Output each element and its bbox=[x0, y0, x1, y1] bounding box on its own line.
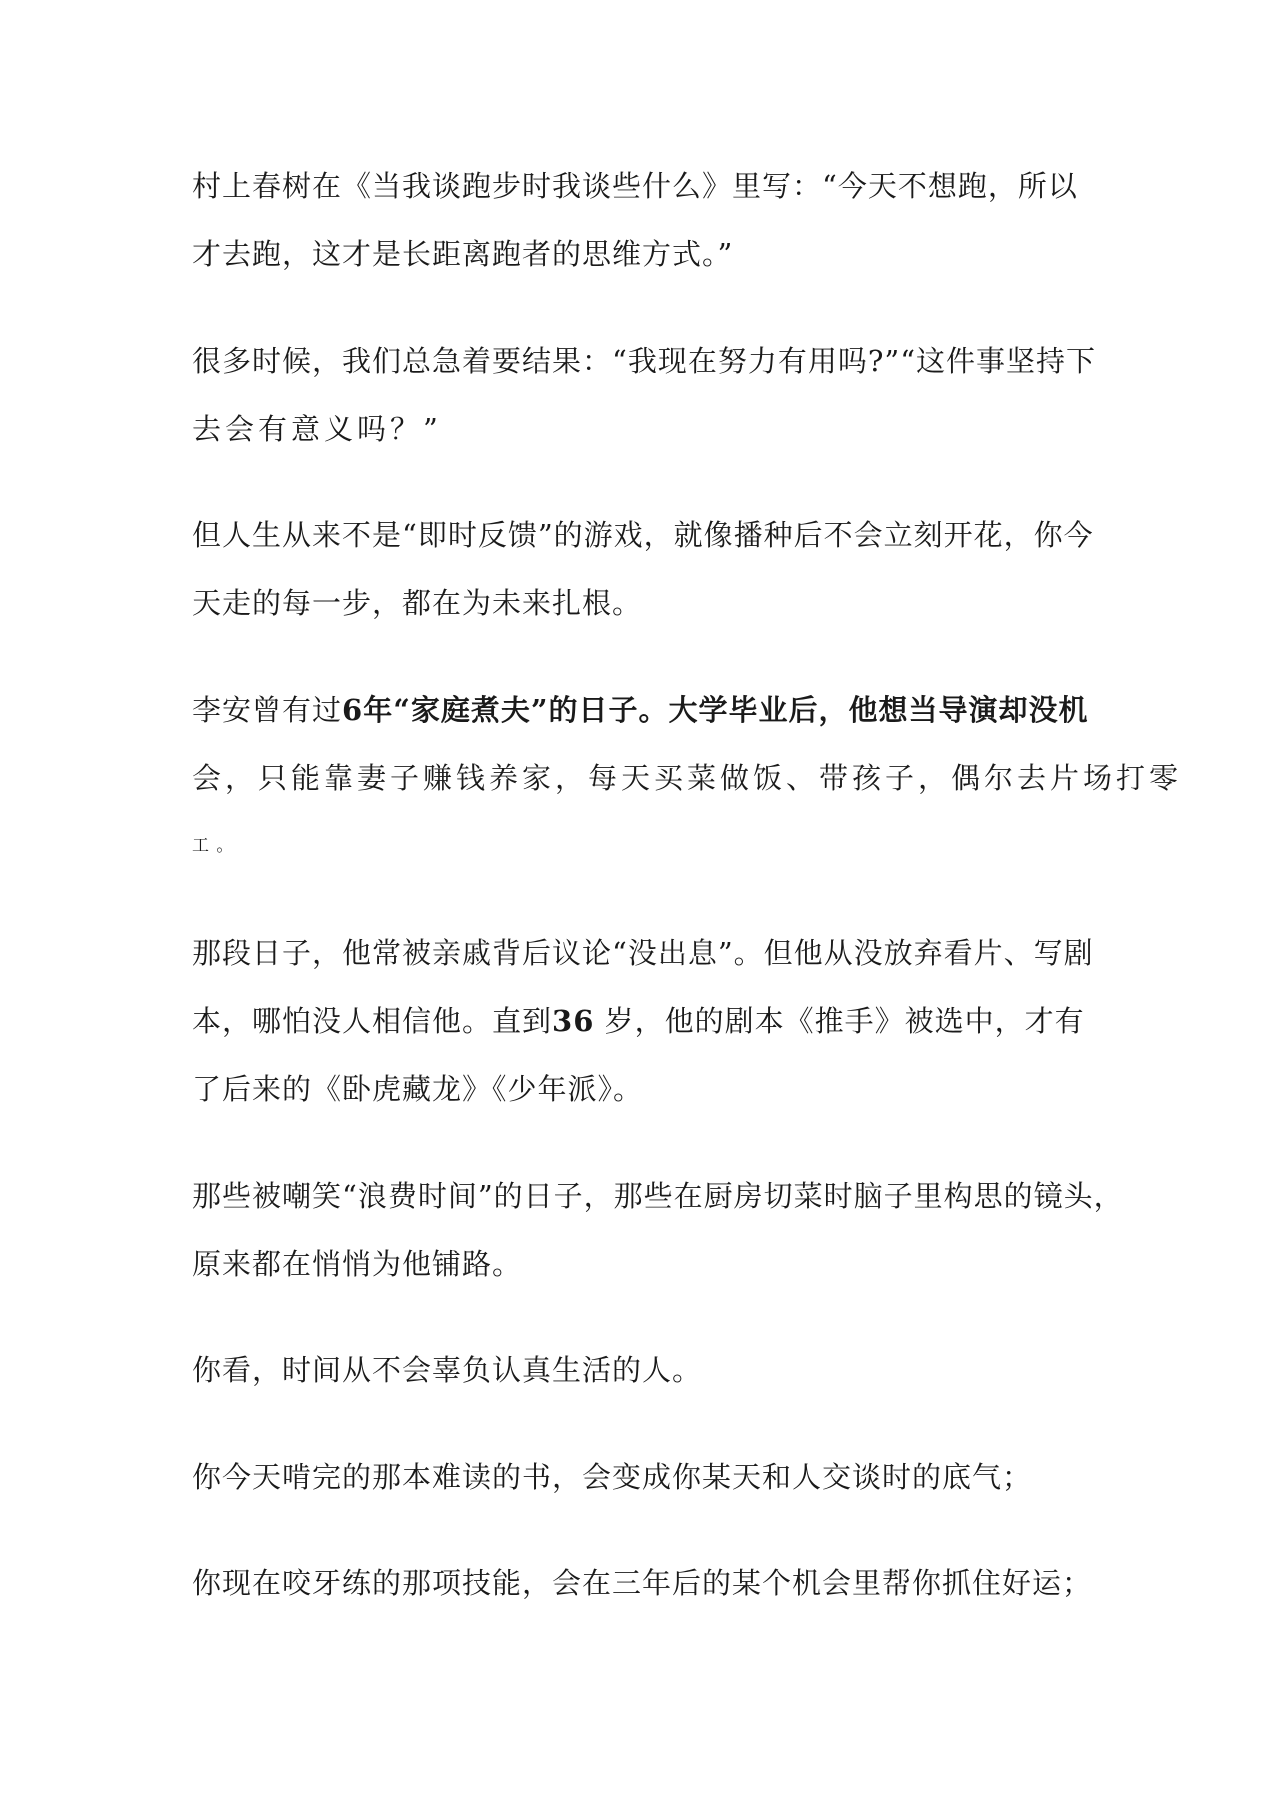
paragraph-4-line-3: 工 。 bbox=[192, 836, 235, 856]
paragraph-4-line-1 bbox=[192, 690, 1092, 730]
paragraph-3-line-2: 天走的每一步，都在为未来扎根。 bbox=[192, 586, 643, 620]
paragraph-5-line-3: 了后来的《卧虎藏龙》《少年派》。 bbox=[192, 1072, 644, 1106]
paragraph-1-line-2: 才去跑，这才是长距离跑者的思维方式。” bbox=[192, 237, 734, 271]
paragraph-2-line-2: 去会有意义吗？” bbox=[192, 412, 442, 446]
paragraph-1-line-1: 村上春树在《当我谈跑步时我谈些什么》里写：“今天不想跑，所以 bbox=[192, 169, 1078, 203]
paragraph-4-line-1-bold: 6年“家庭煮夫”的日子。大学毕业后，他想当导演却没机 bbox=[342, 693, 1089, 727]
paragraph-5-line-2-a: 本，哪怕没人相信他。直到 bbox=[192, 1004, 553, 1038]
paragraph-6-line-2: 原来都在悄悄为他铺路。 bbox=[192, 1247, 523, 1281]
paragraph-9-line-1: 你现在咬牙练的那项技能，会在三年后的某个机会里帮你抓住好运； bbox=[192, 1566, 1093, 1600]
paragraph-5-line-2-bold: 36 bbox=[552, 1004, 595, 1038]
paragraph-4-line-1-normal: 李安曾有过 bbox=[192, 693, 343, 727]
paragraph-6-line-1: 那些被嘲笑“浪费时间”的日子，那些在厨房切菜时脑子里构思的镜头， bbox=[192, 1179, 1124, 1213]
paragraph-7-line-1: 你看，时间从不会辜负认真生活的人。 bbox=[192, 1353, 703, 1387]
paragraph-5-line-1: 那段日子，他常被亲戚背后议论“没出息”。但他从没放弃看片、写剧 bbox=[192, 936, 1094, 970]
paragraph-2-line-1: 很多时候，我们总急着要结果：“我现在努力有用吗?”“这件事坚持下 bbox=[192, 344, 1097, 378]
paragraph-8-line-1: 你今天啃完的那本难读的书，会变成你某天和人交谈时的底气； bbox=[192, 1460, 1033, 1494]
paragraph-3-line-1: 但人生从来不是“即时反馈”的游戏，就像播种后不会立刻开花，你今 bbox=[192, 518, 1094, 552]
paragraph-4-line-2: 会，只能靠妻子赚钱养家，每天买菜做饭、带孩子，偶尔去片场打零 bbox=[192, 761, 1183, 795]
paragraph-5-line-2 bbox=[192, 1001, 1092, 1041]
paragraph-5-line-2-b: 岁，他的剧本《推手》被选中，才有 bbox=[594, 1004, 1085, 1038]
